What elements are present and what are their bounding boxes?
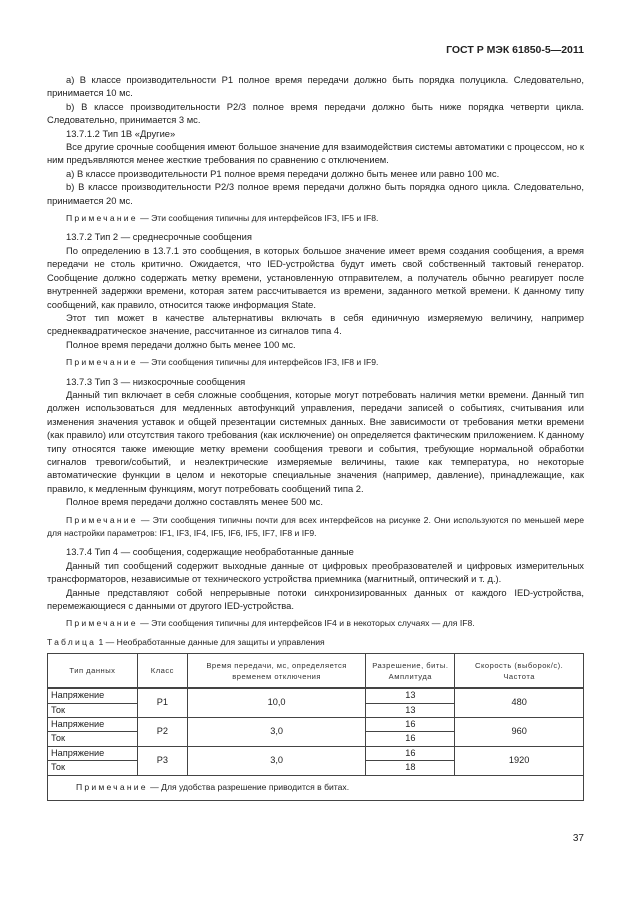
table-row [48, 746, 584, 760]
table-cell: Ток [48, 703, 138, 717]
table-header-row [48, 654, 584, 689]
table-cell: Напряжение [48, 718, 138, 732]
table-cell: 3,0 [187, 746, 366, 775]
paragraph: Полное время передачи должно быть менее 100 мс. [66, 338, 296, 350]
table-cell: 480 [455, 688, 584, 717]
table-cell: 13 [366, 703, 455, 717]
table-cell: P2 [137, 718, 187, 747]
paragraph: b) В классе производительности P2/3 полное время передачи должно быть ниже порядка четверти цикла. Следовательно, принимается 3 мс. [47, 100, 584, 126]
table-note-row [48, 775, 584, 800]
note: Примечание — Эти сообщения типичны для интерфейсов IF4 и в некоторых случаях — для IF8. [66, 618, 475, 629]
paragraph: Данный тип включает в себя сложные сообщения, которые могут потребовать наличия метки времени. Данный тип должен использоваться для медленных автофункций управления, передачи записей о событиях, считывания или изменения значения уставок и общей презентации системных данных. Вне зависимости от требования метки времени (как правило) или отсутствия такого требования (как исключение) он определяется фактическим приложением. К данному типу относятся также имеющие метку времени сообщения тревоги и события, требующие нормальной обработки сигналов тревоги/событий, и неэлектрические измеряемые величины, такие как температура, но некоторые автоматические функции в целом и некоторые специальные значения (например, давление), принадлежащие, как правило, к медленным функциям, могут потребовать сообщений типа 2. [47, 388, 584, 494]
section-heading: 13.7.2 Тип 2 — среднесрочные сообщения [66, 231, 252, 243]
table-cell: 960 [455, 718, 584, 747]
paragraph: Данный тип сообщений содержит выходные данные от цифровых преобразователей и цифровых измерительных трансформаторов, независимые от технического устройства приемника (магнитный, оптический и т. д.). [47, 559, 584, 585]
paragraph: Данные представляют собой непрерывные потоки синхронизированных данных от каждого IED-устройства, перемежающиеся с данными от другого IED-устройства. [47, 586, 584, 612]
table-cell: P3 [137, 746, 187, 775]
column-header: Разрешение, биты. Амплитуда [366, 654, 455, 689]
table-row [48, 688, 584, 703]
paragraph: Этот тип может в качестве альтернативы включать в себя единичную измеряемую величину, например среднеквадратическое значение, рассчитанное из сигналов типа 4. [47, 311, 584, 337]
section-heading: 13.7.1.2 Тип 1B «Другие» [66, 127, 176, 139]
paragraph: Все другие срочные сообщения имеют большое значение для взаимодействия системы автоматики с процессом, но к ним предъявляются менее жесткие требования по сравнению с отключением. [47, 141, 584, 166]
page-number: 37 [572, 833, 584, 844]
table-cell: 10,0 [187, 688, 366, 717]
note: Примечание — Эти сообщения типичны почти для всех интерфейсов на рисунке 2. Они используются по меньшей мере для настройки параметров: IF1, IF3, IF4, IF5, IF6, IF5, IF7, IF8 и IF9. [47, 514, 584, 538]
paragraph: a) В классе производительности P1 полное время передачи должно быть менее или равно 100 мс. [66, 167, 500, 179]
table-cell: Напряжение [48, 688, 138, 703]
table-cell: P1 [137, 688, 187, 717]
page-body [47, 73, 584, 801]
table-cell: 1920 [455, 746, 584, 775]
table-cell: Напряжение [48, 746, 138, 760]
section-heading: 13.7.4 Тип 4 — сообщения, содержащие необработанные данные [66, 546, 354, 558]
table-caption: Таблица 1 — Необработанные данные для защиты и управления [47, 636, 325, 647]
table-cell: 3,0 [187, 718, 366, 747]
section-heading: 13.7.3 Тип 3 — низкосрочные сообщения [66, 375, 246, 387]
note: Примечание — Эти сообщения типичны для интерфейсов IF3, IF5 и IF8. [66, 213, 379, 224]
table-cell: Ток [48, 732, 138, 746]
paragraph: a) В классе производительности P1 полное время передачи должно быть порядка полуцикла. Следовательно, принимается 10 мс. [47, 74, 584, 99]
table-cell: 18 [366, 761, 455, 775]
paragraph: По определению в 13.7.1 это сообщения, в которых большое значение имеет время создания сообщения, а время передачи не столь критично. Ожидается, что IED-устройства будут иметь свой собственный тактовый генератор. Сообщение должно содержать метку времени, установленную отправителем, а получатель обычно реагирует после внутренней задержки времени, которая затем рассчитывается из времени, заданного меткой времени. К данному типу сообщений, как правило, относится также информация State. [47, 244, 584, 310]
table-row [48, 718, 584, 732]
note: Примечание — Эти сообщения типичны для интерфейсов IF3, IF8 и IF9. [66, 357, 379, 368]
data-table [47, 653, 584, 800]
column-header: Тип данных [48, 654, 138, 689]
paragraph: b) В классе производительности P2/3 полное время передачи должно быть порядка одного цикла. Следовательно, принимается 20 мс. [47, 181, 584, 206]
table-cell: 16 [366, 718, 455, 732]
document-header: ГОСТ Р МЭК 61850-5—2011 [446, 44, 584, 56]
column-header: Класс [137, 654, 187, 689]
table-cell: 13 [366, 688, 455, 703]
table-cell: 16 [366, 746, 455, 760]
table-note: Примечание — Для удобства разрешение приводится в битах. [48, 775, 584, 800]
table-cell: Ток [48, 761, 138, 775]
paragraph: Полное время передачи должно составлять менее 500 мс. [66, 496, 323, 508]
column-header: Время передачи, мс, определяется временем отключения [187, 654, 366, 689]
table-cell: 16 [366, 732, 455, 746]
column-header: Скорость (выборок/с). Частота [455, 654, 584, 689]
